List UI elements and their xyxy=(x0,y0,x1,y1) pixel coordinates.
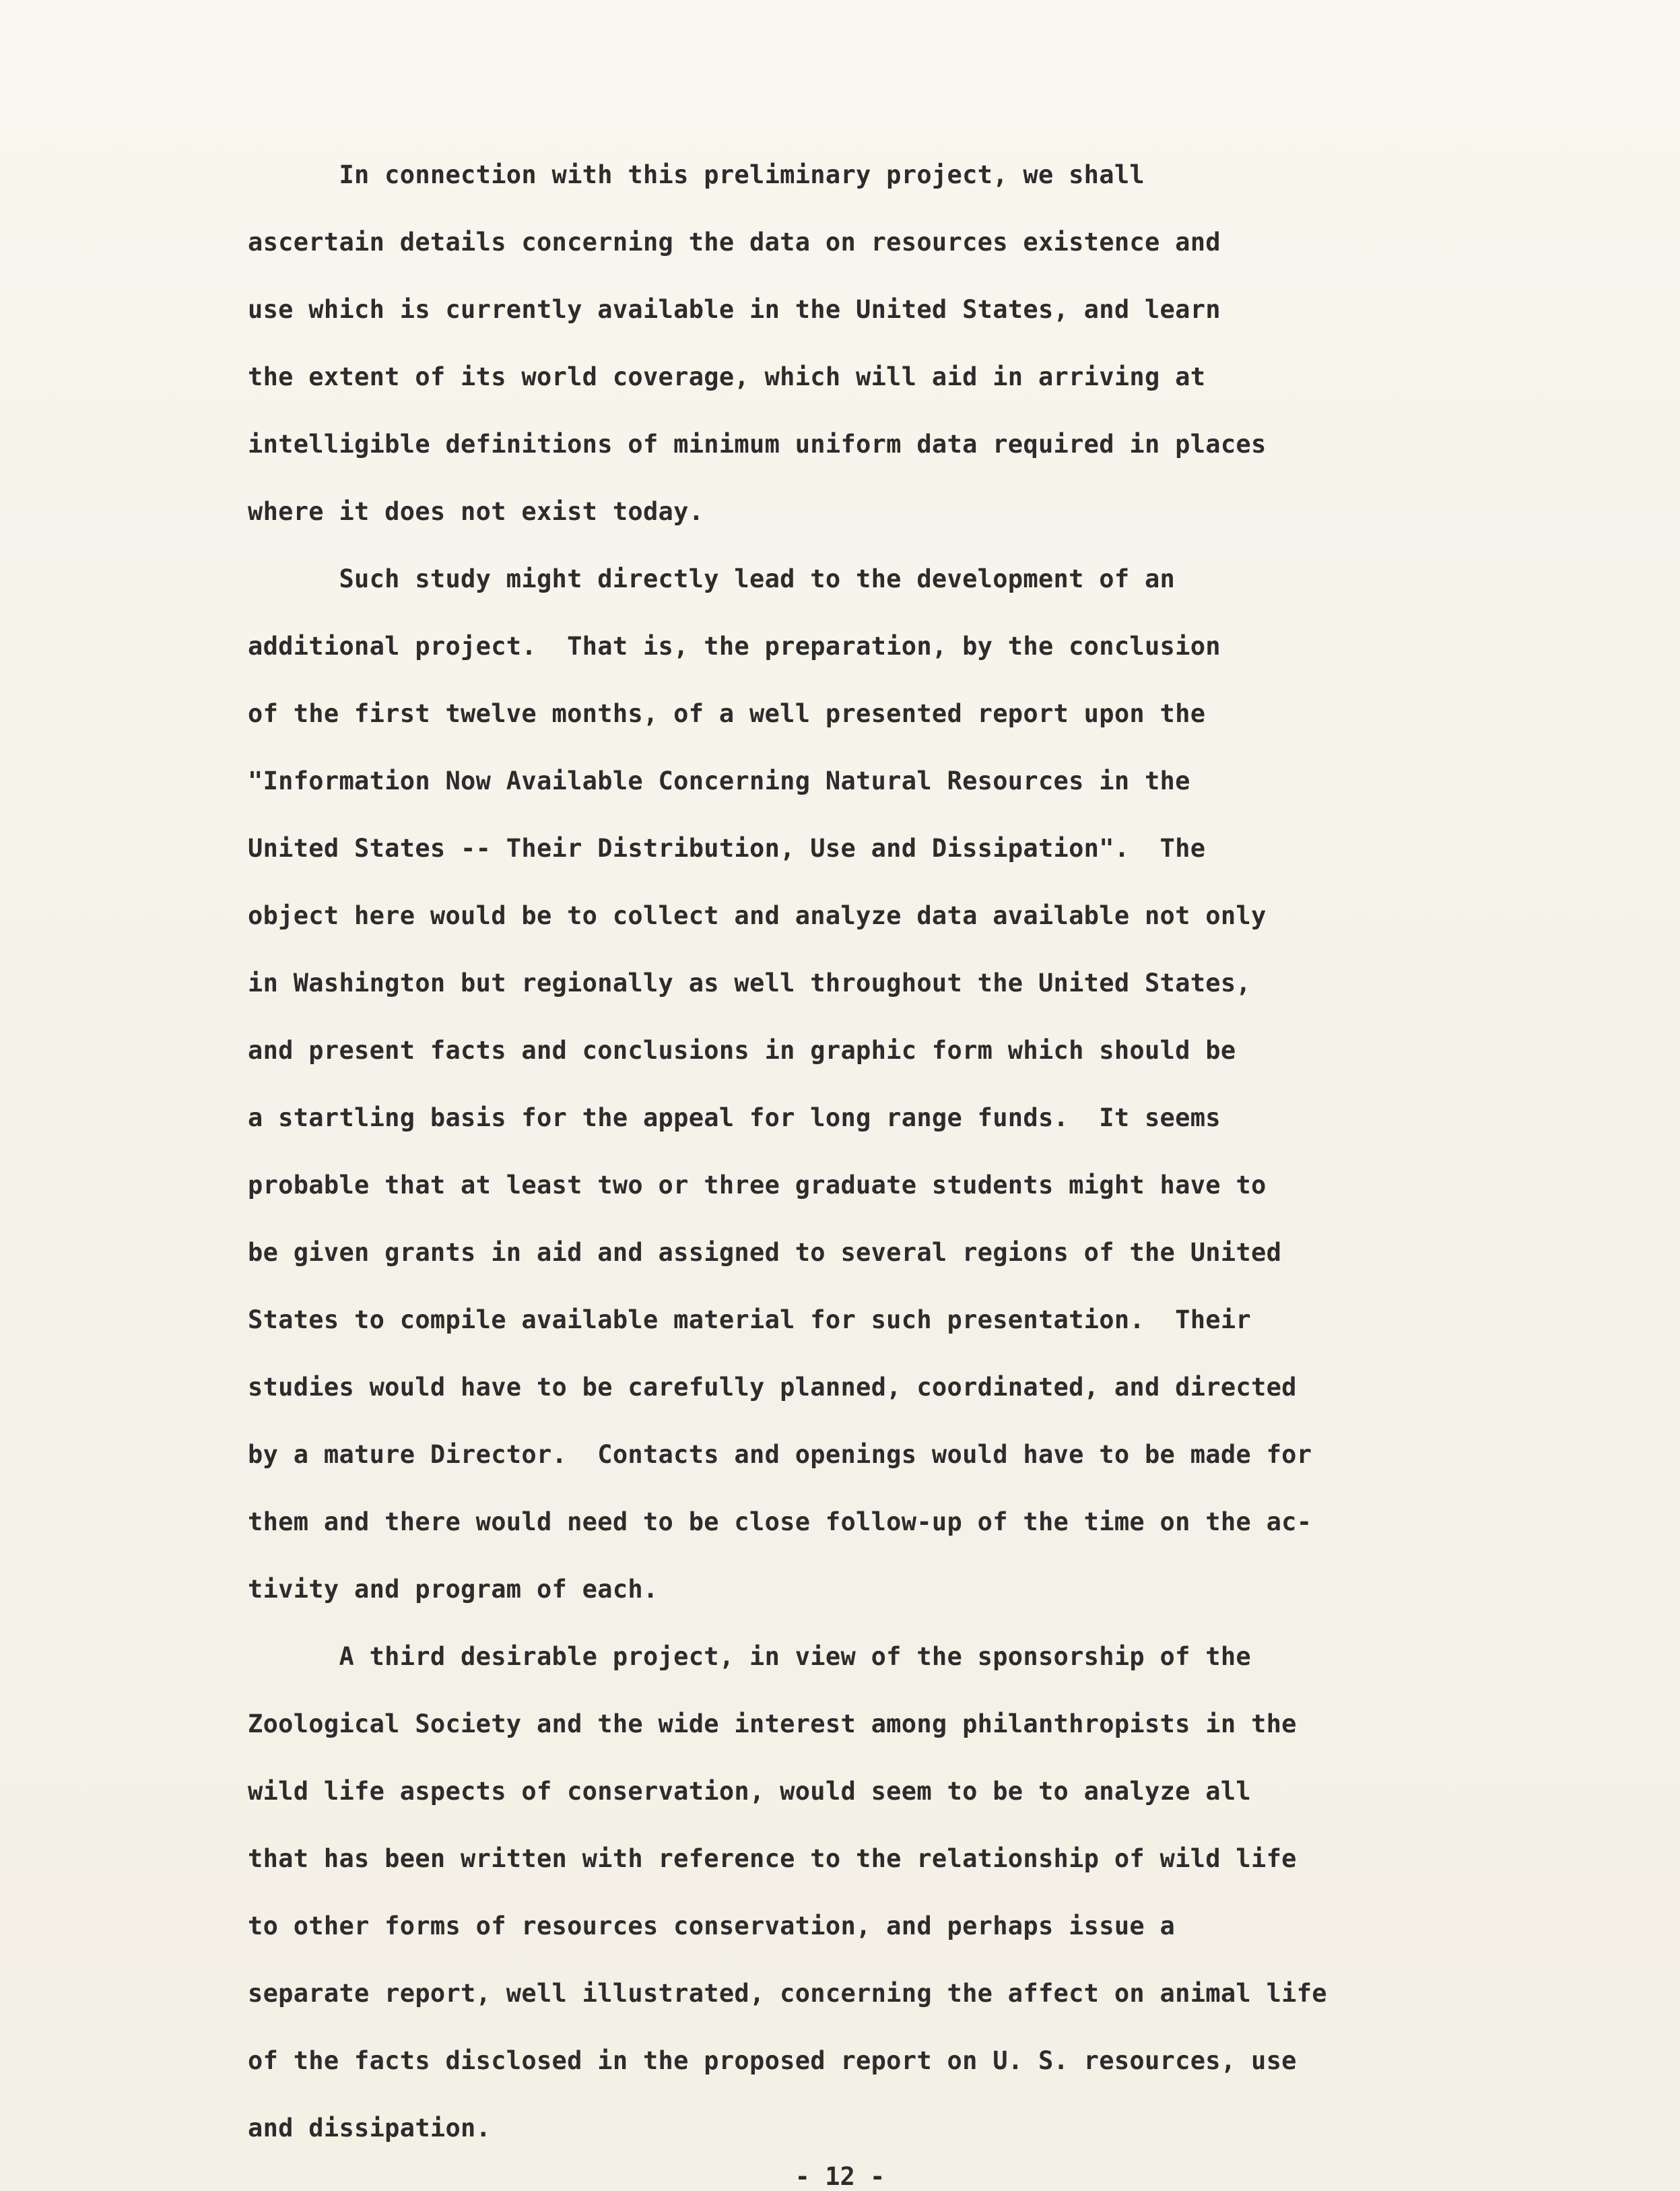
text-line: use which is currently available in the United States, and learn xyxy=(248,295,1221,324)
text-line: In connection with this preliminary project, we shall xyxy=(248,160,1145,189)
text-line: by a mature Director. Contacts and openings would have to be made for xyxy=(248,1440,1312,1469)
text-line: A third desirable project, in view of the sponsorship of the xyxy=(248,1642,1252,1671)
text-line: that has been written with reference to the relationship of wild life xyxy=(248,1844,1297,1873)
text-line: where it does not exist today. xyxy=(248,497,704,526)
text-line: to other forms of resources conservation, and perhaps issue a xyxy=(248,1911,1176,1940)
page-number: - 12 - xyxy=(795,2162,885,2191)
text-line: the extent of its world coverage, which will aid in arriving at xyxy=(248,362,1206,391)
text-line: a startling basis for the appeal for long range funds. It seems xyxy=(248,1103,1221,1132)
text-line: intelligible definitions of minimum uniform data required in places xyxy=(248,430,1267,459)
body-text xyxy=(248,141,1460,2162)
text-line: ascertain details concerning the data on resources existence and xyxy=(248,228,1221,257)
text-line: object here would be to collect and analyze data available not only xyxy=(248,901,1267,930)
text-line: States to compile available material for such presentation. Their xyxy=(248,1305,1252,1334)
text-line: them and there would need to be close follow-up of the time on the ac- xyxy=(248,1507,1312,1536)
text-line: Such study might directly lead to the development of an xyxy=(248,564,1176,593)
text-line: United States -- Their Distribution, Use and Dissipation". The xyxy=(248,834,1206,863)
text-line: and dissipation. xyxy=(248,2114,492,2143)
text-line: "Information Now Available Concerning Natural Resources in the xyxy=(248,766,1190,795)
text-line: wild life aspects of conservation, would seem to be to analyze all xyxy=(248,1777,1252,1806)
text-line: of the first twelve months, of a well presented report upon the xyxy=(248,699,1206,728)
text-line: Zoological Society and the wide interest among philanthropists in the xyxy=(248,1709,1297,1738)
text-line: and present facts and conclusions in graphic form which should be xyxy=(248,1036,1236,1065)
text-line: of the facts disclosed in the proposed report on U. S. resources, use xyxy=(248,2046,1297,2075)
text-line: studies would have to be carefully planned, coordinated, and directed xyxy=(248,1373,1297,1402)
text-line: be given grants in aid and assigned to several regions of the United xyxy=(248,1238,1282,1267)
text-line: tivity and program of each. xyxy=(248,1575,659,1604)
text-line: probable that at least two or three graduate students might have to xyxy=(248,1171,1267,1200)
text-line: separate report, well illustrated, concerning the affect on animal life xyxy=(248,1979,1327,2008)
text-line: additional project. That is, the preparation, by the conclusion xyxy=(248,632,1221,661)
text-line: in Washington but regionally as well throughout the United States, xyxy=(248,969,1252,998)
